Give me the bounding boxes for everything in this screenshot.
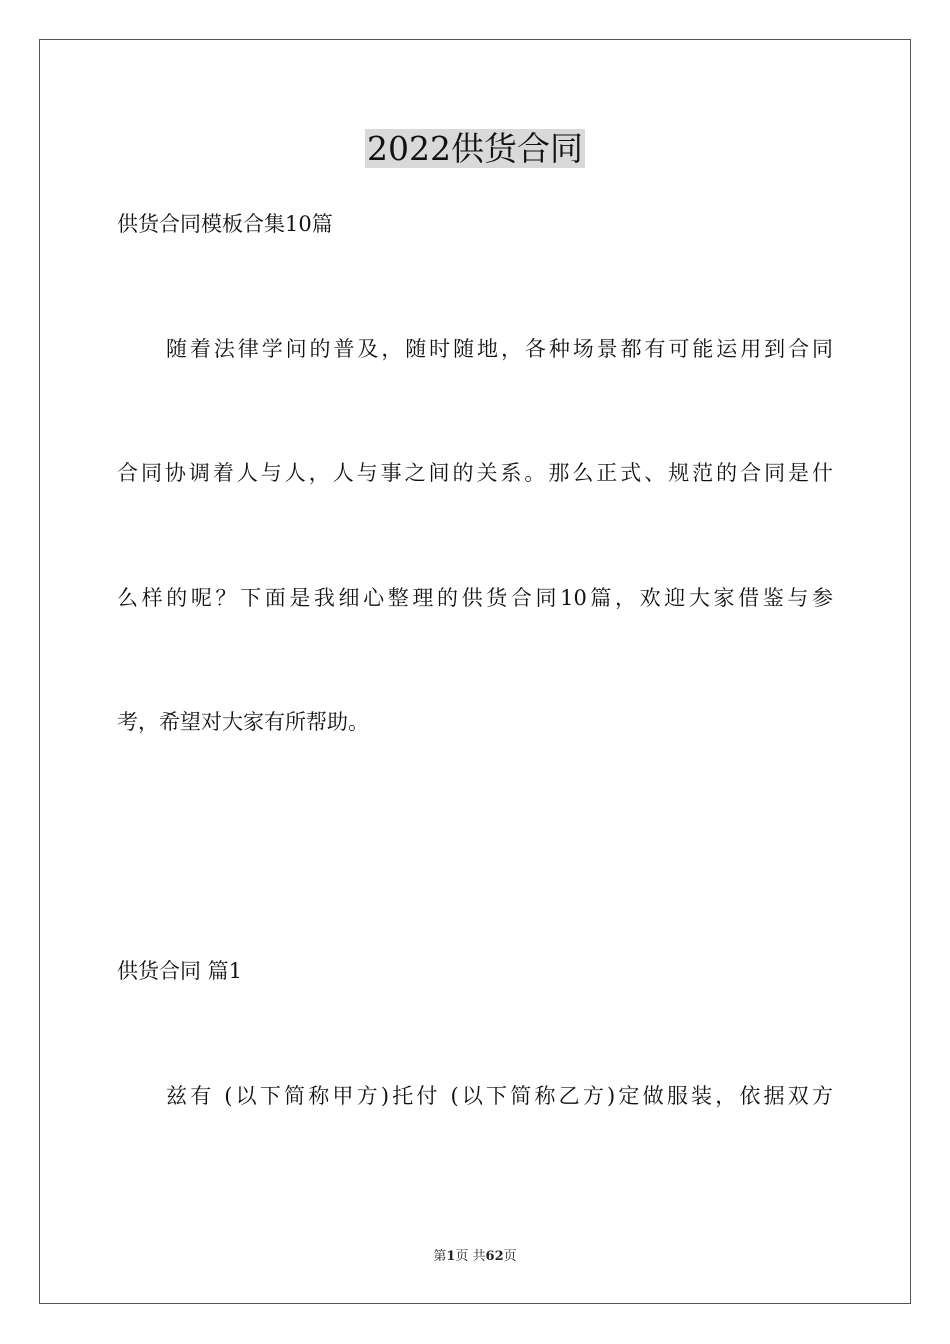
intro-line-4: 考，希望对大家有所帮助。 <box>117 710 369 734</box>
document-subtitle: 供货合同模板合集10篇 <box>117 212 333 236</box>
section-heading: 供货合同 篇1 <box>117 959 243 983</box>
footer-suffix: 页 <box>503 1249 517 1264</box>
intro-line-3: 么样的呢？下面是我细心整理的供货合同10篇，欢迎大家借鉴与参 <box>117 586 833 610</box>
intro-line-2: 合同协调着人与人，人与事之间的关系。那么正式、规范的合同是什 <box>117 461 833 485</box>
page-footer <box>0 1248 950 1266</box>
intro-line-1: 随着法律学问的普及，随时随地，各种场景都有可能运用到合同 <box>166 337 833 361</box>
footer-mid: 页 共 <box>455 1249 486 1264</box>
document-title <box>0 126 950 172</box>
footer-total-pages: 62 <box>485 1249 504 1264</box>
footer-current-page: 1 <box>446 1249 456 1264</box>
title-text: 2022供货合同 <box>367 129 583 168</box>
section-line-1: 兹有 (以下简称甲方)托付 (以下简称乙方)定做服装，依据双方 <box>166 1084 833 1108</box>
footer-prefix: 第 <box>433 1249 447 1264</box>
